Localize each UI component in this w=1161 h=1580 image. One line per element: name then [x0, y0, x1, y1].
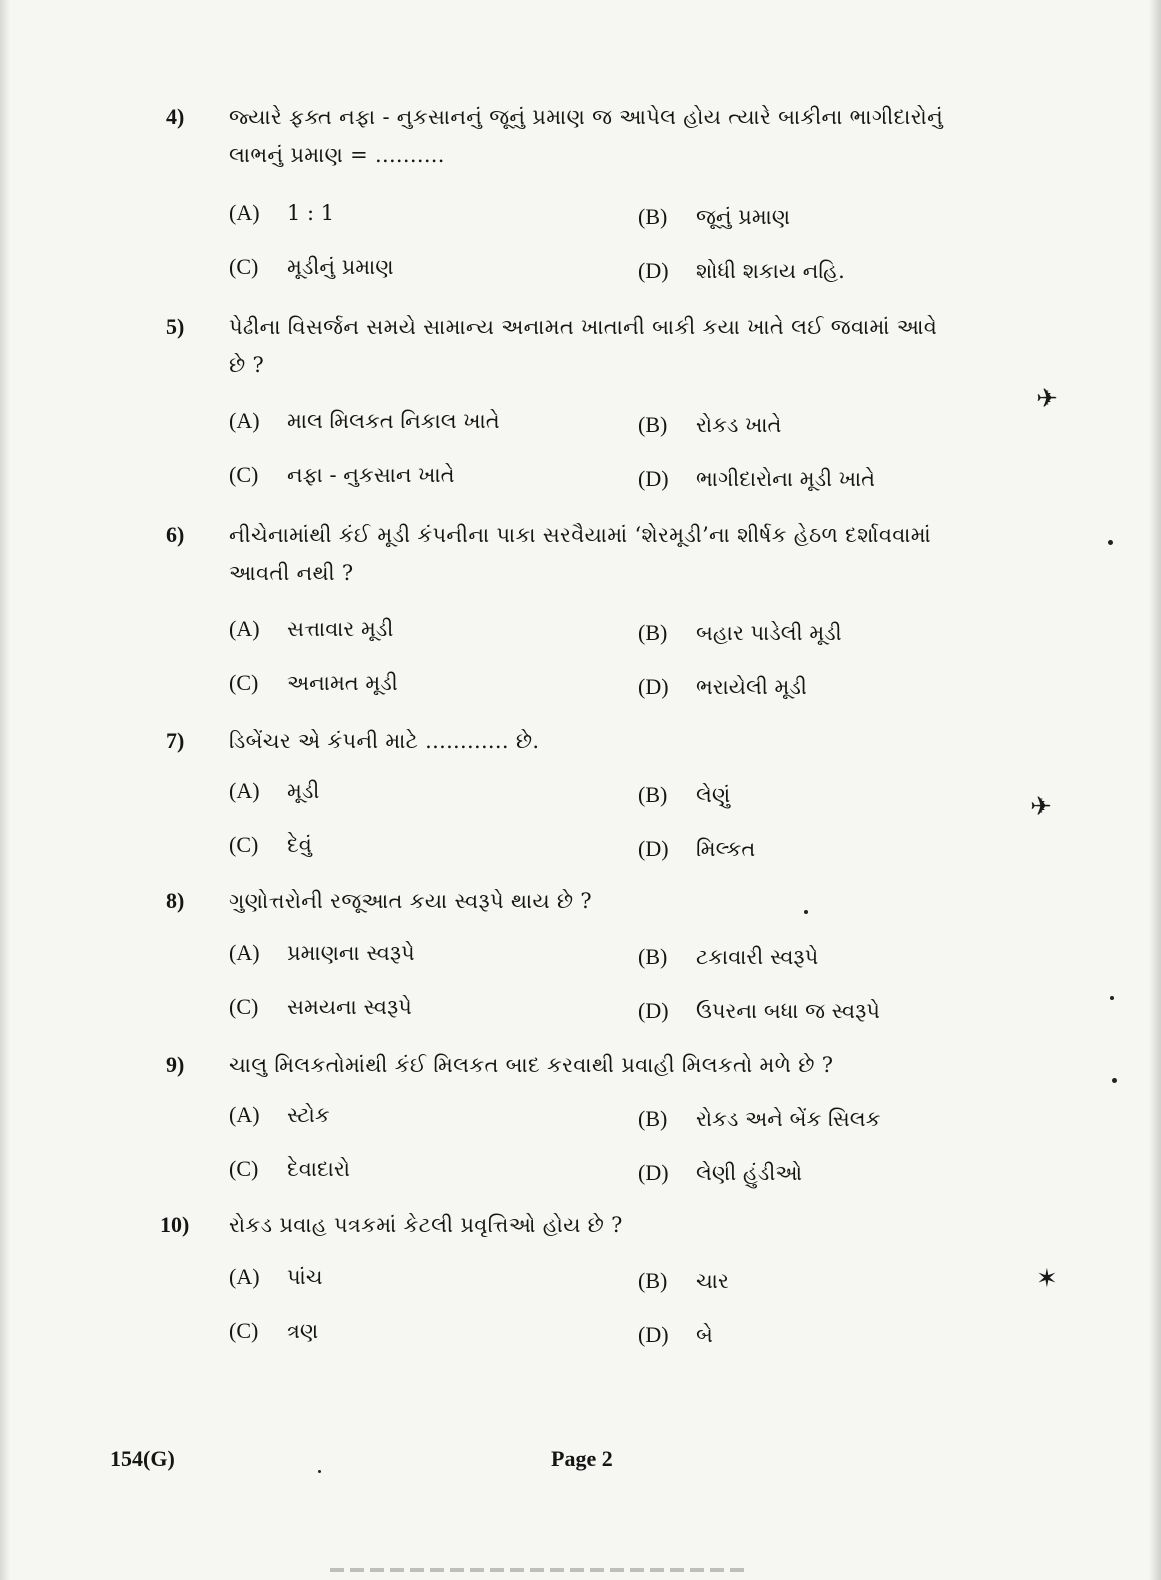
- question-text: ગુણોત્તરોની રજૂઆત કયા સ્વરૂપે થાય છે ?: [229, 889, 592, 913]
- option-c: (C) અનામત મૂડી: [229, 670, 398, 695]
- scan-speck: [1110, 996, 1114, 1000]
- question-text: નીચેનામાંથી કંઈ મૂડી કંપનીના પાકા સરવૈયામાં ‘શેરમૂડી’ના શીર્ષક હેઠળ દર્શાવવામાં આવતી નથી ?: [229, 523, 932, 585]
- question-text: ચાલુ મિલકતોમાંથી કંઈ મિલકત બાદ કરવાથી પ્રવાહી મિલકતો મળે છે ?: [229, 1053, 834, 1077]
- option-a: (A) પાંચ: [229, 1264, 323, 1289]
- option-d: (D) ભરાયેલી મૂડી: [638, 674, 807, 699]
- option-a: (A) મૂડી: [229, 778, 320, 803]
- option-b: (B) ચાર: [638, 1268, 729, 1293]
- page-edge-left: [0, 0, 10, 1580]
- option-d: (D) લેણી હુંડીઓ: [638, 1160, 803, 1185]
- scan-speck: [1112, 1078, 1117, 1083]
- question-number: 6): [166, 522, 185, 547]
- question-number: 8): [166, 888, 185, 913]
- option-b: (B) રોકડ અને બેંક સિલક: [638, 1106, 881, 1131]
- option-d: (D) શોધી શકાય નહિ.: [638, 258, 845, 283]
- option-a: (A) પ્રમાણના સ્વરૂપે: [229, 940, 415, 965]
- option-b: (B) બહાર પાડેલી મૂડી: [638, 620, 842, 645]
- option-d: (D) ઉપરના બધા જ સ્વરૂપે: [638, 998, 880, 1023]
- scan-speck: [1108, 540, 1113, 545]
- scan-speck: [318, 1470, 321, 1473]
- scan-edge-strip: [330, 1568, 750, 1572]
- option-a: (A) સ્ટોક: [229, 1102, 330, 1127]
- option-b: (B) લેણું: [638, 782, 731, 807]
- option-a: (A) 1 : 1: [229, 200, 335, 225]
- option-c: (C) દેવું: [229, 832, 312, 857]
- question-number: 10): [160, 1212, 190, 1237]
- option-d: (D) મિલ્કત: [638, 836, 756, 861]
- scan-speck: [804, 910, 808, 914]
- option-b: (B) જૂનું પ્રમાણ: [638, 204, 791, 229]
- question-number: 5): [166, 314, 185, 339]
- question-text: રોકડ પ્રવાહ પત્રકમાં કેટલી પ્રવૃત્તિઓ હોય છે ?: [229, 1213, 623, 1237]
- option-c: (C) સમયના સ્વરૂપે: [229, 994, 412, 1019]
- option-d: (D) બે: [638, 1322, 713, 1347]
- question-number: 9): [166, 1052, 185, 1077]
- question-text: જ્યારે ફક્ત નફા - નુકસાનનું જૂનું પ્રમાણ જ આપેલ હોય ત્યારે બાકીના ભાગીદારોનું લાભનું પ્રમાણ = ..........: [229, 105, 944, 167]
- question-number: 4): [166, 104, 185, 129]
- paper-code: 154(G): [110, 1446, 175, 1471]
- option-c: (C) દેવાદારો: [229, 1156, 350, 1181]
- option-c: (C) નફા - નુકસાન ખાતે: [229, 462, 455, 487]
- option-a: (A) સત્તાવાર મૂડી: [229, 616, 394, 641]
- page-number: Page 2: [551, 1446, 613, 1471]
- ink-blot-icon: ✈: [1030, 792, 1052, 822]
- ink-blot-icon: ✈: [1036, 384, 1058, 414]
- option-c: (C) ત્રણ: [229, 1318, 319, 1343]
- option-d: (D) ભાગીદારોના મૂડી ખાતે: [638, 466, 876, 491]
- option-a: (A) માલ મિલકત નિકાલ ખાતે: [229, 408, 500, 433]
- option-b: (B) ટકાવારી સ્વરૂપે: [638, 944, 819, 969]
- option-c: (C) મૂડીનું પ્રમાણ: [229, 254, 394, 279]
- question-text: ડિબેંચર એ કંપની માટે ............ છે.: [229, 729, 540, 753]
- question-text: પેઢીના વિસર્જન સમયે સામાન્ય અનામત ખાતાની બાકી કયા ખાતે લઈ જવામાં આવે છે ?: [229, 315, 938, 377]
- ink-blot-icon: ✶: [1036, 1264, 1058, 1294]
- option-b: (B) રોકડ ખાતે: [638, 412, 782, 437]
- page-edge-right: [1149, 0, 1161, 1580]
- question-number: 7): [166, 728, 185, 753]
